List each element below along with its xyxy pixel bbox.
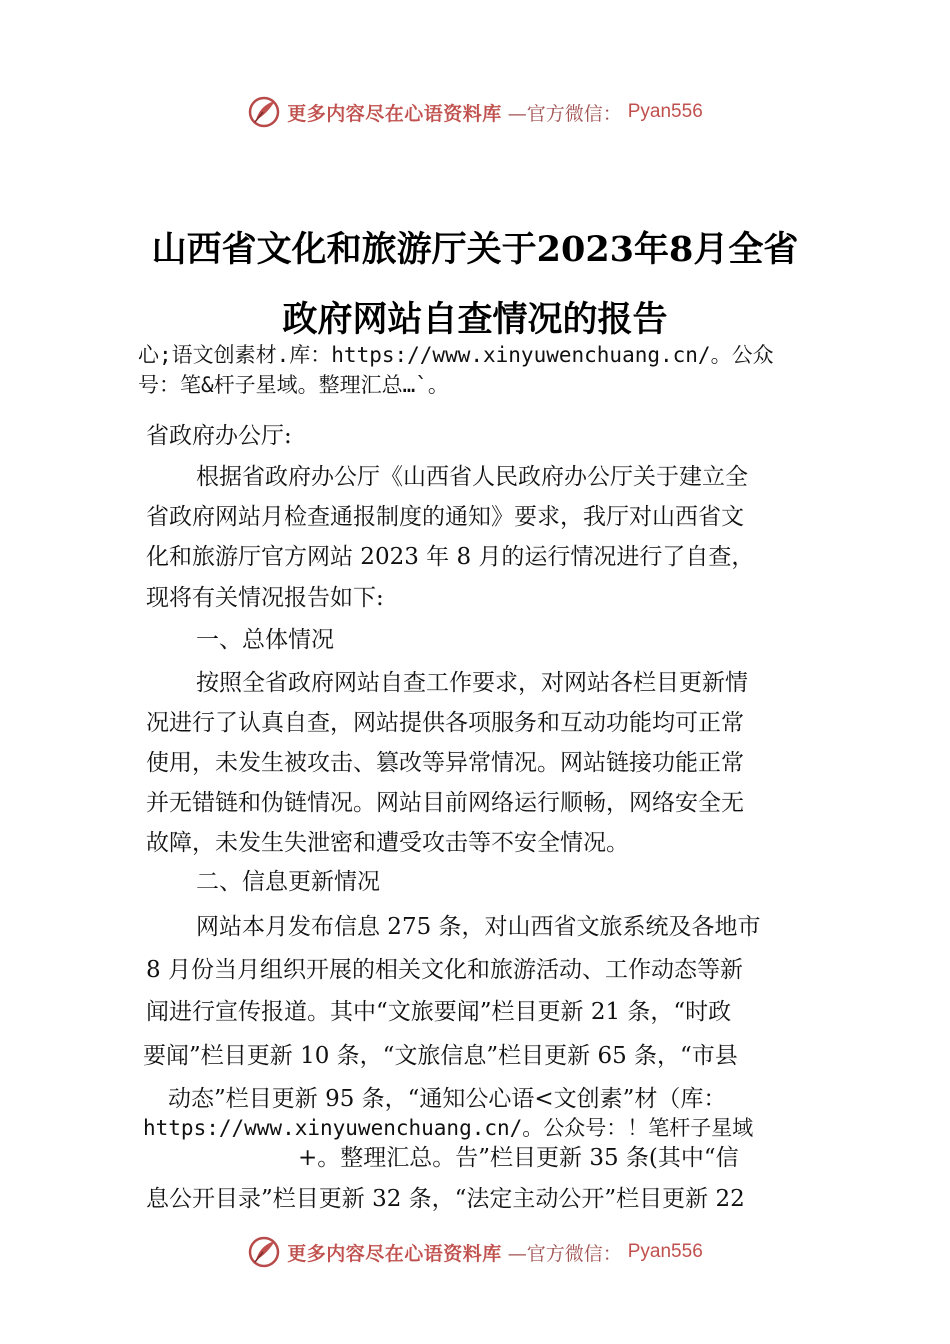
- paragraph-line: 动态”栏目更新 95 条，“通知公心语<文创素”材（库：: [168, 1086, 727, 1112]
- document-title-line-2: 政府网站自查情况的报告: [282, 299, 668, 340]
- paragraph-line: 现将有关情况报告如下:: [146, 585, 384, 611]
- paragraph-line: 闻进行宣传报道。其中“文旅要闻”栏目更新 21 条，“时政: [146, 999, 732, 1025]
- watermark-line: https://www.xinyuwenchuang.cn/。公众号：！笔杆子星域: [143, 1116, 754, 1140]
- wechat-id: Pyan556: [627, 101, 703, 122]
- salutation: 省政府办公厅:: [146, 423, 292, 449]
- paragraph-line: 要闻”栏目更新 10 条，“文旅信息”栏目更新 65 条，“市县: [143, 1043, 738, 1069]
- paragraph-line: 化和旅游厅官方网站 2023 年 8 月的运行情况进行了自查，: [146, 544, 755, 570]
- paragraph-line: 息公开目录”栏目更新 32 条，“法定主动公开”栏目更新 22: [146, 1186, 745, 1212]
- quill-leaf-logo-icon: [247, 95, 281, 129]
- paragraph-line: 使用，未发生被攻击、篡改等异常情况。网站链接功能正常: [146, 750, 744, 776]
- section-heading: 二、信息更新情况: [196, 869, 380, 895]
- wechat-label: —官方微信：: [507, 1242, 622, 1265]
- paragraph-line: 网站本月发布信息 275 条，对山西省文旅系统及各地市: [196, 914, 761, 940]
- paragraph-line: +。整理汇总。告”栏目更新 35 条(其中“信: [298, 1145, 739, 1171]
- section-heading: 一、总体情况: [196, 627, 334, 653]
- watermark-line: 心;语文创素材.库：https://www.xinyuwenchuang.cn/。公众: [138, 343, 774, 367]
- paragraph-line: 按照全省政府网站自查工作要求，对网站各栏目更新情: [196, 670, 748, 696]
- wechat-label: —官方微信：: [507, 102, 622, 125]
- paragraph-line: 并无错链和伪链情况。网站目前网络运行顺畅，网络安全无: [146, 790, 744, 816]
- paragraph-line: 故障，未发生失泄密和遭受攻击等不安全情况。: [146, 830, 629, 856]
- quill-leaf-logo-icon: [247, 1235, 281, 1269]
- paragraph-line: 根据省政府办公厅《山西省人民政府办公厅关于建立全: [196, 464, 748, 490]
- brand-text: 更多内容尽在心语资料库: [287, 1242, 502, 1265]
- document-title-line-1: 山西省文化和旅游厅关于2023年8月全省: [151, 229, 799, 270]
- paragraph-line: 省政府网站月检查通报制度的通知》要求，我厅对山西省文: [146, 504, 744, 530]
- wechat-id: Pyan556: [627, 1241, 703, 1262]
- brand-text: 更多内容尽在心语资料库: [287, 102, 502, 125]
- footer-banner: [0, 1232, 950, 1272]
- paragraph-line: 况进行了认真自查，网站提供各项服务和互动功能均可正常: [146, 710, 744, 736]
- header-banner: [0, 92, 950, 132]
- watermark-line: 号：笔&杆子星域。整理汇总…`。: [138, 373, 449, 397]
- paragraph-line: 8 月份当月组织开展的相关文化和旅游活动、工作动态等新: [146, 957, 743, 983]
